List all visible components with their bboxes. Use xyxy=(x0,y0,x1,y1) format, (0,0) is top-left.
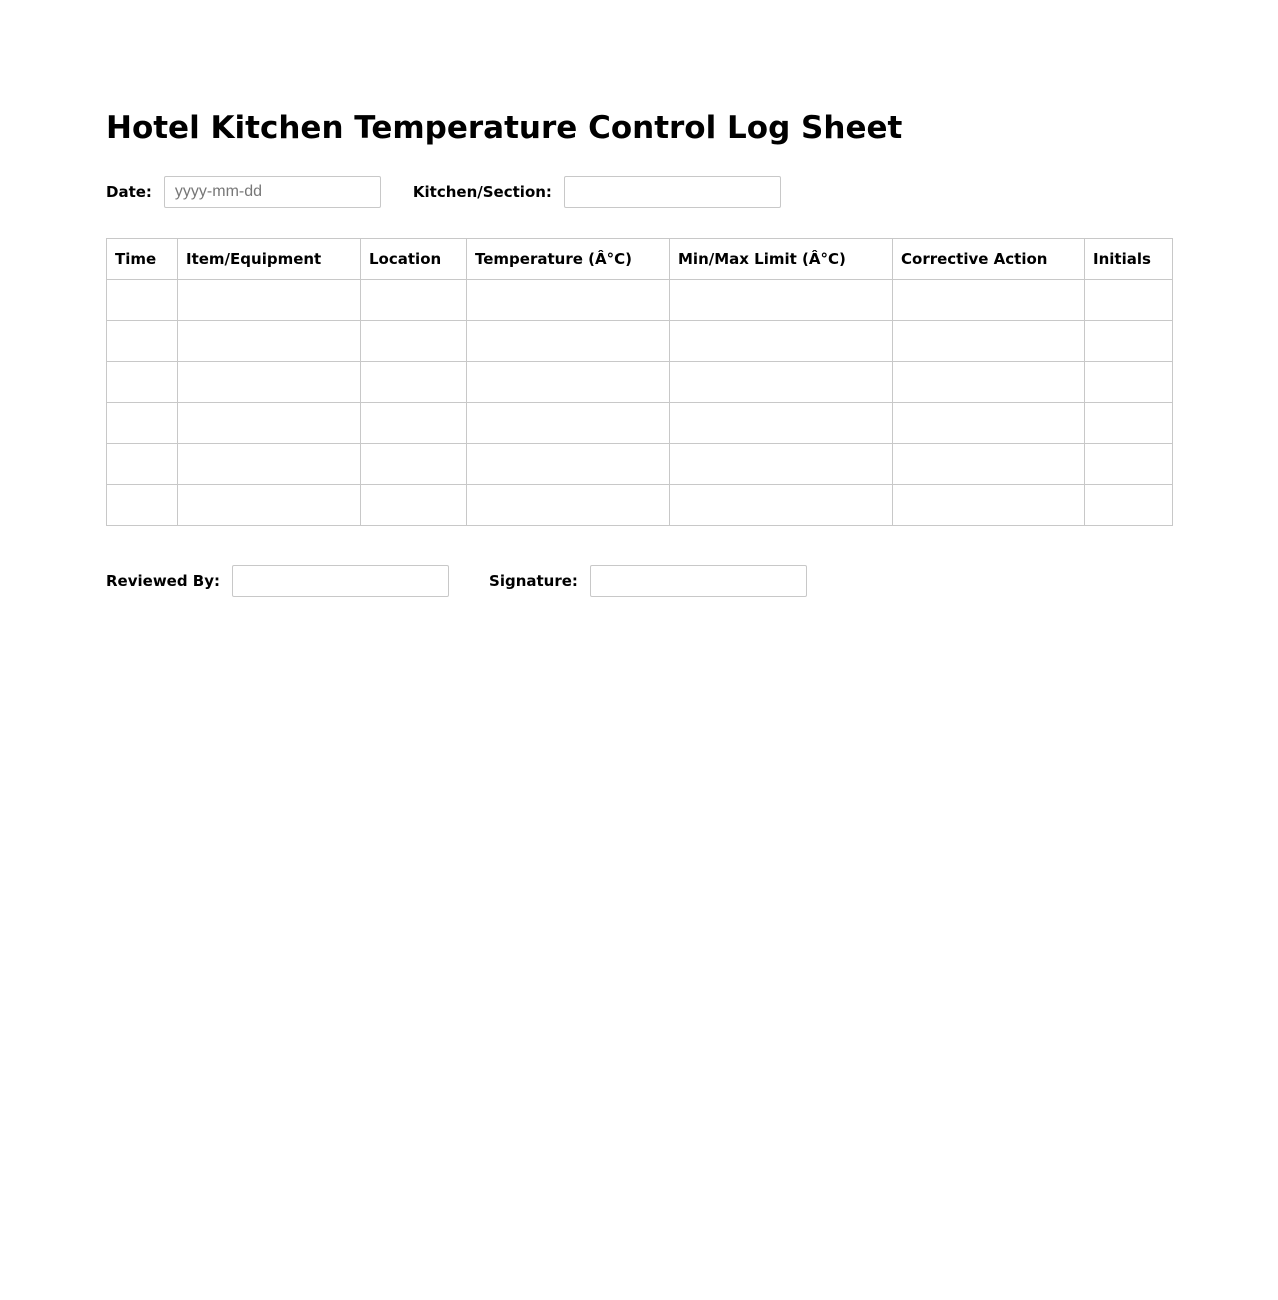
cell-corrective-action[interactable] xyxy=(893,444,1085,485)
cell-item-equipment[interactable] xyxy=(178,444,361,485)
column-header-min-max-limit: Min/Max Limit (Â°C) xyxy=(670,239,893,280)
cell-temperature[interactable] xyxy=(467,321,670,362)
signature-label: Signature: xyxy=(489,572,578,590)
cell-initials[interactable] xyxy=(1085,444,1173,485)
table-row xyxy=(107,403,1173,444)
cell-item-equipment[interactable] xyxy=(178,280,361,321)
cell-location[interactable] xyxy=(361,444,467,485)
cell-time[interactable] xyxy=(107,321,178,362)
cell-initials[interactable] xyxy=(1085,280,1173,321)
cell-corrective-action[interactable] xyxy=(893,280,1085,321)
reviewed-by-input[interactable] xyxy=(232,565,449,597)
table-row xyxy=(107,485,1173,526)
signature-input[interactable] xyxy=(590,565,807,597)
reviewed-by-label: Reviewed By: xyxy=(106,572,221,590)
cell-location[interactable] xyxy=(361,403,467,444)
cell-time[interactable] xyxy=(107,280,178,321)
cell-min-max-limit[interactable] xyxy=(670,280,893,321)
column-header-initials: Initials xyxy=(1085,239,1173,280)
table-row xyxy=(107,321,1173,362)
cell-location[interactable] xyxy=(361,321,467,362)
cell-min-max-limit[interactable] xyxy=(670,485,893,526)
cell-corrective-action[interactable] xyxy=(893,362,1085,403)
cell-min-max-limit[interactable] xyxy=(670,444,893,485)
table-header-row xyxy=(107,239,1173,280)
temperature-log-table xyxy=(106,238,1173,526)
kitchen-section-label: Kitchen/Section: xyxy=(412,183,552,201)
cell-temperature[interactable] xyxy=(467,485,670,526)
cell-min-max-limit[interactable] xyxy=(670,362,893,403)
footer-fields xyxy=(106,565,807,597)
cell-item-equipment[interactable] xyxy=(178,321,361,362)
cell-time[interactable] xyxy=(107,485,178,526)
cell-temperature[interactable] xyxy=(467,362,670,403)
cell-initials[interactable] xyxy=(1085,321,1173,362)
cell-location[interactable] xyxy=(361,362,467,403)
column-header-temperature: Temperature (Â°C) xyxy=(467,239,670,280)
cell-corrective-action[interactable] xyxy=(893,321,1085,362)
cell-initials[interactable] xyxy=(1085,403,1173,444)
cell-temperature[interactable] xyxy=(467,403,670,444)
column-header-location: Location xyxy=(361,239,467,280)
table-row xyxy=(107,362,1173,403)
column-header-time: Time xyxy=(107,239,178,280)
cell-min-max-limit[interactable] xyxy=(670,403,893,444)
cell-time[interactable] xyxy=(107,403,178,444)
column-header-item-equipment: Item/Equipment xyxy=(178,239,361,280)
table-row xyxy=(107,444,1173,485)
cell-item-equipment[interactable] xyxy=(178,485,361,526)
page-title: Hotel Kitchen Temperature Control Log Sheet xyxy=(106,110,903,146)
cell-temperature[interactable] xyxy=(467,280,670,321)
cell-initials[interactable] xyxy=(1085,362,1173,403)
cell-corrective-action[interactable] xyxy=(893,403,1085,444)
header-fields xyxy=(106,176,781,208)
cell-location[interactable] xyxy=(361,280,467,321)
cell-time[interactable] xyxy=(107,362,178,403)
cell-location[interactable] xyxy=(361,485,467,526)
date-input[interactable] xyxy=(164,176,381,208)
table-body xyxy=(107,280,1173,526)
column-header-corrective-action: Corrective Action xyxy=(893,239,1085,280)
cell-item-equipment[interactable] xyxy=(178,362,361,403)
cell-min-max-limit[interactable] xyxy=(670,321,893,362)
table-row xyxy=(107,280,1173,321)
cell-time[interactable] xyxy=(107,444,178,485)
cell-corrective-action[interactable] xyxy=(893,485,1085,526)
cell-temperature[interactable] xyxy=(467,444,670,485)
date-label: Date: xyxy=(106,183,152,201)
cell-item-equipment[interactable] xyxy=(178,403,361,444)
cell-initials[interactable] xyxy=(1085,485,1173,526)
kitchen-section-input[interactable] xyxy=(564,176,781,208)
